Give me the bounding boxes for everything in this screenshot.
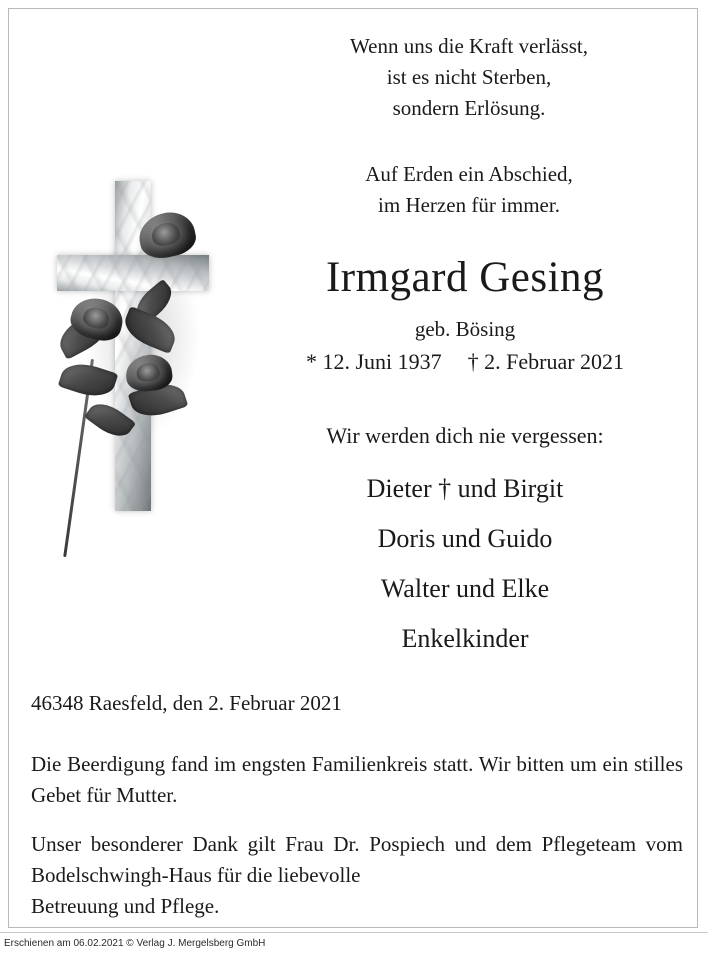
- verse-line: Auf Erden ein Abschied,: [365, 162, 573, 186]
- thanks-paragraph-last-line: Betreuung und Pflege.: [31, 894, 220, 918]
- verse-line: im Herzen für immer.: [378, 193, 560, 217]
- list-item: Doris und Guido: [377, 524, 553, 553]
- survivors-list: [239, 464, 691, 664]
- list-item: Walter und Elke: [380, 574, 550, 603]
- maiden-name: geb. Bösing: [414, 317, 516, 341]
- life-dates: [239, 349, 691, 375]
- birth-date: * 12. Juni 1937: [305, 349, 442, 374]
- verse-line: Wenn uns die Kraft verlässt,: [350, 34, 588, 58]
- footer-divider: [0, 932, 708, 933]
- verse-line: sondern Erlösung.: [392, 96, 546, 120]
- thanks-paragraph-body: Unser besonderer Dank gilt Frau Dr. Pospiech und dem Pflegeteam vom Bodelschwingh-Haus für die liebevolle: [31, 832, 683, 887]
- verse-block-one: [259, 31, 679, 124]
- publication-footer: Erschienen am 06.02.2021 © Verlag J. Mergelsberg GmbH: [4, 938, 266, 949]
- deceased-name: Irmgard Gesing: [325, 254, 605, 301]
- obituary-card: [8, 8, 698, 928]
- place-and-date: 46348 Raesfeld, den 2. Februar 2021: [31, 691, 342, 715]
- cross-horizontal-beam: [57, 255, 209, 291]
- verse-block-two: [259, 159, 679, 221]
- remembrance-line: Wir werden dich nie vergessen:: [326, 423, 604, 448]
- thanks-paragraph: [31, 829, 683, 922]
- list-item: Enkelkinder: [401, 624, 529, 653]
- list-item: Dieter † und Birgit: [366, 474, 564, 503]
- funeral-notice-paragraph: Die Beerdigung fand im engsten Familienkreis statt. Wir bitten um ein stilles Gebet für Mutter.: [31, 752, 683, 807]
- verse-line: ist es nicht Sterben,: [386, 65, 552, 89]
- death-date: † 2. Februar 2021: [467, 349, 625, 374]
- cross-with-roses-icon: [27, 169, 237, 539]
